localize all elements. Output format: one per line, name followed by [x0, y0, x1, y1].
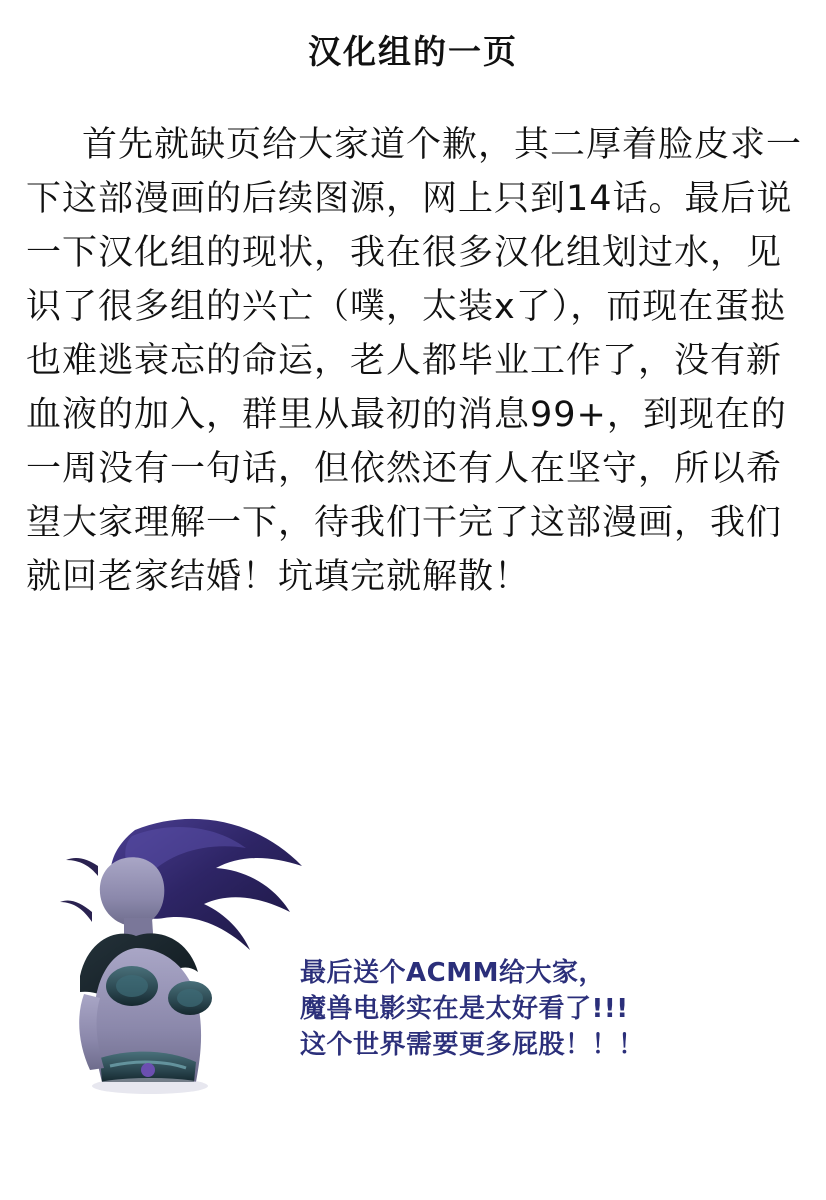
shoulder-plate-left-inner: [116, 975, 148, 997]
head: [100, 857, 164, 926]
belt-gem: [141, 1063, 155, 1077]
horn-right: [66, 858, 98, 876]
artwork-caption: [300, 955, 800, 1063]
shoulder-plate-right-inner: [177, 989, 203, 1007]
character-illustration: [40, 790, 320, 1100]
translator-note-body: 首先就缺页给大家道个歉，其二厚着脸皮求一下这部漫画的后续图源，网上只到14话。最后说一下汉化组的现状，我在很多汉化组划过水，见识了很多组的兴亡（噗，太装x了），而现在蛋挞也难逃衰忘的命运，老人都毕业工作了，没有新血液的加入，群里从最初的消息99+，到现在的一周没有一句话，但依然还有人在坚守，所以希望大家理解一下，待我们干完了这部漫画，我们就回老家结婚！坑填完就解散！: [26, 125, 803, 597]
caption-line-2: 魔兽电影实在是太好看了!!!: [300, 994, 629, 1024]
caption-line-3: 这个世界需要更多屁股！！！: [300, 1030, 645, 1060]
horn-left: [60, 900, 92, 922]
caption-line-1: 最后送个ACMM给大家，: [300, 958, 605, 988]
page-title: 汉化组的一页: [308, 32, 518, 71]
base-shadow: [92, 1078, 208, 1094]
